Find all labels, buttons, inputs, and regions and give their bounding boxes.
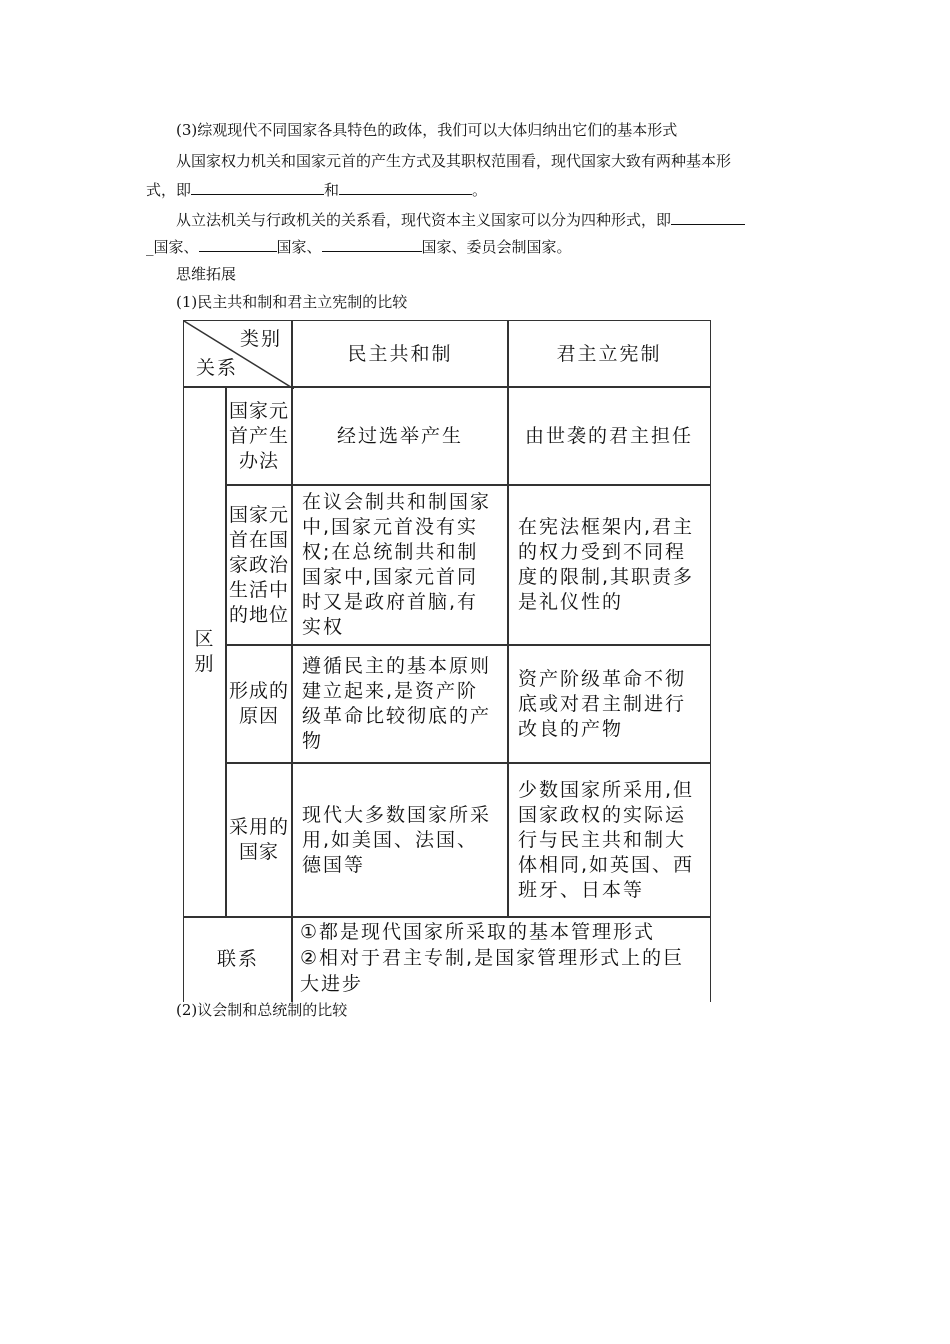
- text-segment: _国家、: [146, 238, 199, 256]
- cell-republic-method: 经过选举产生: [291, 386, 509, 486]
- text-segment: 从立法机关与行政机关的关系看，现代资本主义国家可以分为四种形式，即: [176, 211, 672, 229]
- paragraph-1: (3)综观现代不同国家各具特色的政体，我们可以大体归纳出它们的基本形式: [176, 121, 678, 139]
- header-diagonal-cell: [183, 320, 293, 388]
- cell-monarchy-reason: 资产阶级革命不彻底或对君主制进行改良的产物: [507, 644, 711, 764]
- header-category-label: 类别: [239, 328, 282, 350]
- paragraph-2-line-1: 从国家权力机关和国家元首的产生方式及其职权范围看，现代国家大致有两种基本形: [176, 152, 732, 170]
- fill-blank-3[interactable]: [671, 210, 745, 225]
- cell-monarchy-method: 由世袭的君主担任: [507, 386, 711, 486]
- subsection-1-title: (1)民主共和制和君主立宪制的比较: [176, 293, 408, 311]
- group-label-difference: 区 别: [183, 386, 227, 918]
- column-header-republic: 民主共和制: [291, 320, 509, 388]
- row-label-adopting-countries: 采用的 国家: [225, 762, 293, 918]
- cell-monarchy-countries: 少数国家所采用,但国家政权的实际运行与民主共和制大体相同,如英国、西班牙、日本等: [507, 762, 711, 918]
- column-header-monarchy: 君主立宪制: [507, 320, 711, 388]
- header-relation-label: 关系: [196, 357, 239, 379]
- row-label-head-of-state-status: 国家元 首在国 家政治 生活中 的地位: [225, 484, 293, 646]
- cell-monarchy-status: 在宪法框架内,君主的权力受到不同程度的限制,其职责多是礼仪性的: [507, 484, 711, 646]
- row-label-formation-reason: 形成的 原因: [225, 644, 293, 764]
- row-label-head-of-state-method: 国家元 首产生 办法: [225, 386, 293, 486]
- fill-blank-1[interactable]: [191, 180, 324, 195]
- text-segment: 国家、: [276, 238, 322, 256]
- fill-blank-5[interactable]: [322, 237, 422, 252]
- text-segment: 和: [324, 181, 340, 199]
- cell-republic-status: 在议会制共和制国家中,国家元首没有实权;在总统制共和制国家中,国家元首同时又是政府首脑,有实权: [291, 484, 509, 646]
- comparison-table: [183, 320, 711, 1002]
- row-label-connection: 联系: [183, 916, 293, 1002]
- paragraph-3-line-1: [176, 210, 745, 230]
- cell-republic-countries: 现代大多数国家所采用,如美国、法国、德国等: [291, 762, 509, 918]
- text-segment: 。: [472, 181, 488, 199]
- section-heading: 思维拓展: [176, 265, 237, 283]
- fill-blank-4[interactable]: [199, 237, 277, 252]
- cell-republic-reason: 遵循民主的基本原则建立起来,是资产阶级革命比较彻底的产物: [291, 644, 509, 764]
- connection-point-2: ②相对于君主专制,是国家管理形式上的巨大进步: [300, 947, 685, 995]
- paragraph-2-line-2: [146, 180, 487, 200]
- paragraph-3-line-2: [146, 237, 572, 257]
- text-segment: 国家、委员会制国家。: [421, 238, 572, 256]
- text-segment: 式，即: [146, 181, 192, 199]
- cell-connection: [291, 916, 711, 1002]
- subsection-2-title: (2)议会制和总统制的比较: [176, 1001, 348, 1019]
- fill-blank-2[interactable]: [339, 180, 472, 195]
- connection-point-1: ①都是现代国家所采取的基本管理形式: [300, 921, 656, 943]
